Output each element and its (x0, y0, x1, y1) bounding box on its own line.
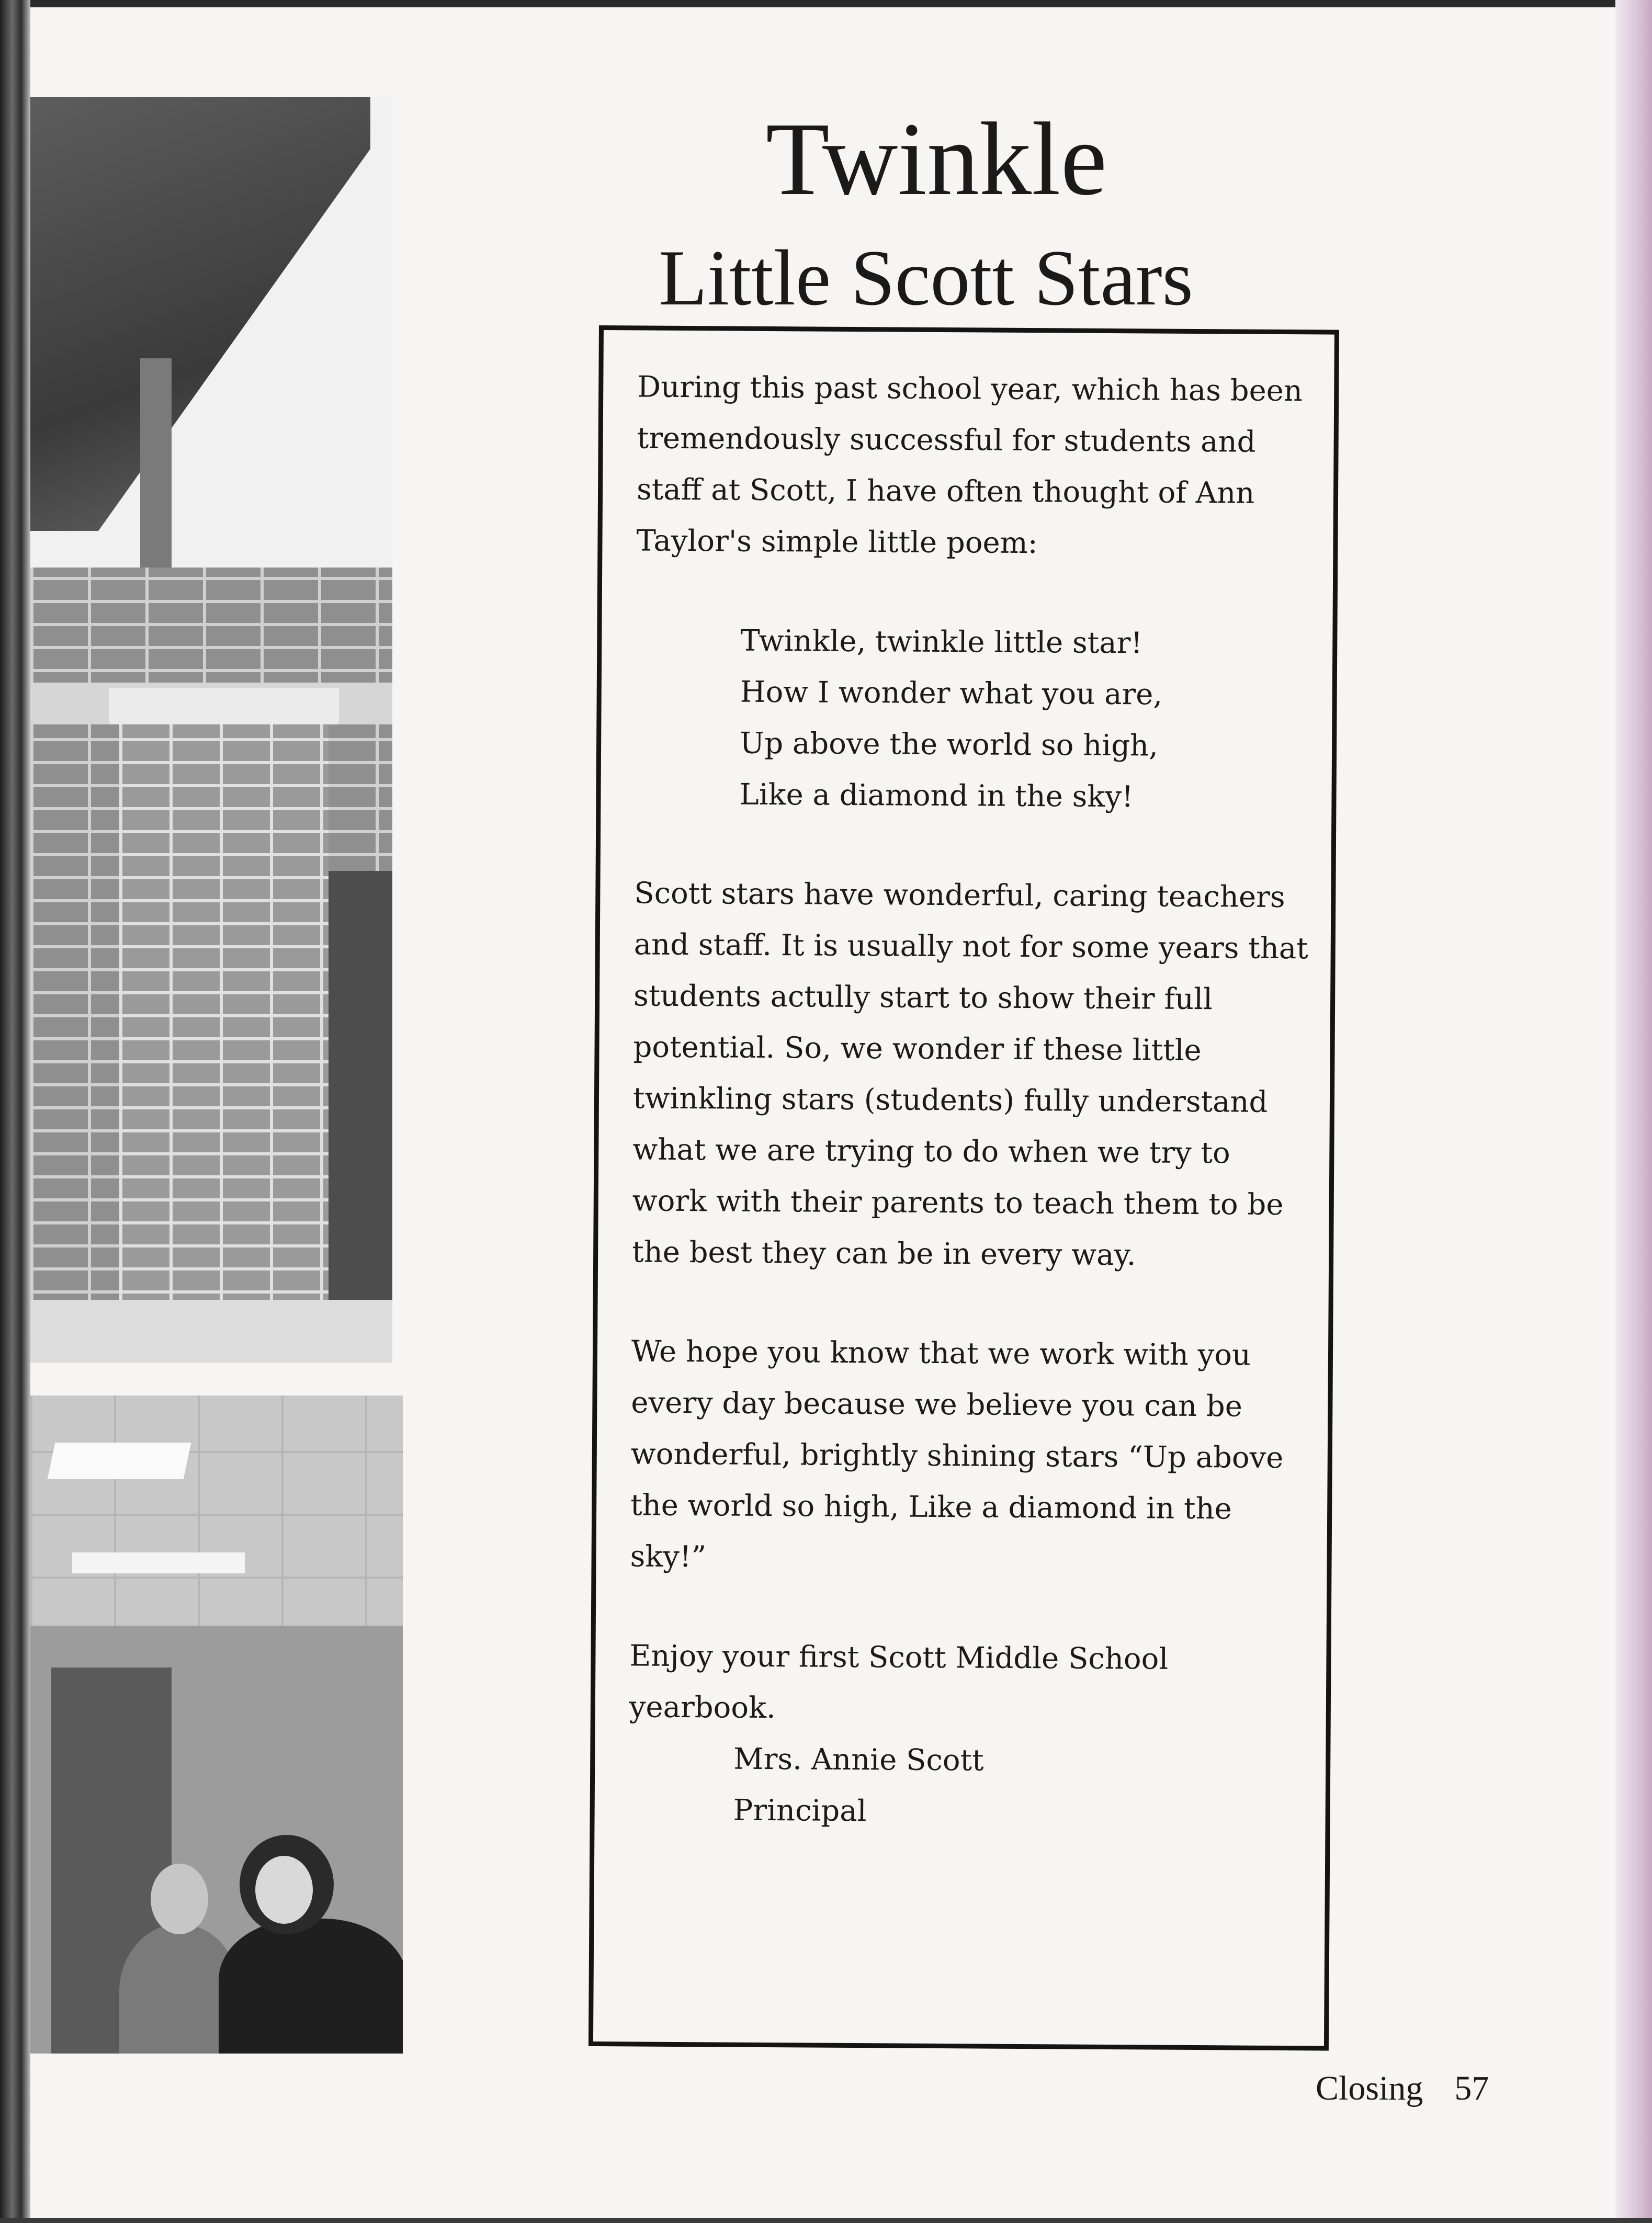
page-number: 57 (1454, 2069, 1489, 2107)
ceiling-light (72, 1552, 245, 1573)
letter-closing: Enjoy your first Scott Middle School yearbook. (629, 1639, 1169, 1726)
page-right-edge (1615, 0, 1652, 2223)
page-bottom-edge (0, 2218, 1652, 2223)
walkway (30, 1300, 392, 1363)
signature-name: Mrs. Annie Scott (733, 1742, 984, 1778)
book-binding (0, 0, 30, 2223)
student-face (255, 1856, 313, 1924)
signature-title: Principal (733, 1793, 867, 1829)
poem-line: Up above the world so high, (739, 726, 1159, 763)
page-subtitle: Little Scott Stars (659, 234, 1193, 322)
student-head (151, 1864, 208, 1934)
student-figure (219, 1919, 403, 2054)
brick-column (119, 693, 329, 1363)
letter-body (628, 361, 1317, 1840)
building-photo (30, 97, 392, 1363)
page-top-edge (0, 0, 1652, 7)
section-label: Closing (1316, 2069, 1423, 2107)
letter-paragraph: We hope you know that we work with you every day because we believe you can be wonderful, brightly shining stars “Up above the world so high, Like a diamond in the sky!” (630, 1334, 1284, 1574)
ceiling-light (48, 1443, 191, 1479)
poem-line: How I wonder what you are, (740, 675, 1163, 712)
poem-stanza (739, 616, 1316, 824)
signature-block (733, 1734, 1309, 1840)
letter-box (589, 325, 1339, 2051)
page-footer (1316, 2069, 1489, 2108)
letter-paragraph: Scott stars have wonderful, caring teachers and staff. It is usually not for some years that students actully start to show their full potential. So, we wonder if these little twinkling stars (students) fully understand what we are trying to do when we try to work with their parents to teach them to be the best they can be in every way. (631, 876, 1308, 1273)
poem-line: Like a diamond in the sky! (739, 777, 1134, 814)
page-title: Twinkle (765, 101, 1107, 217)
classroom-photo (30, 1396, 403, 2054)
column-cap (109, 688, 339, 724)
ceiling-tiles (30, 1396, 403, 1641)
letter-intro: During this past school year, which has been tremendously successful for students and staff at Scott, I have often thought of Ann Taylor's simple little poem: (636, 370, 1303, 561)
poem-line: Twinkle, twinkle little star! (740, 623, 1143, 661)
